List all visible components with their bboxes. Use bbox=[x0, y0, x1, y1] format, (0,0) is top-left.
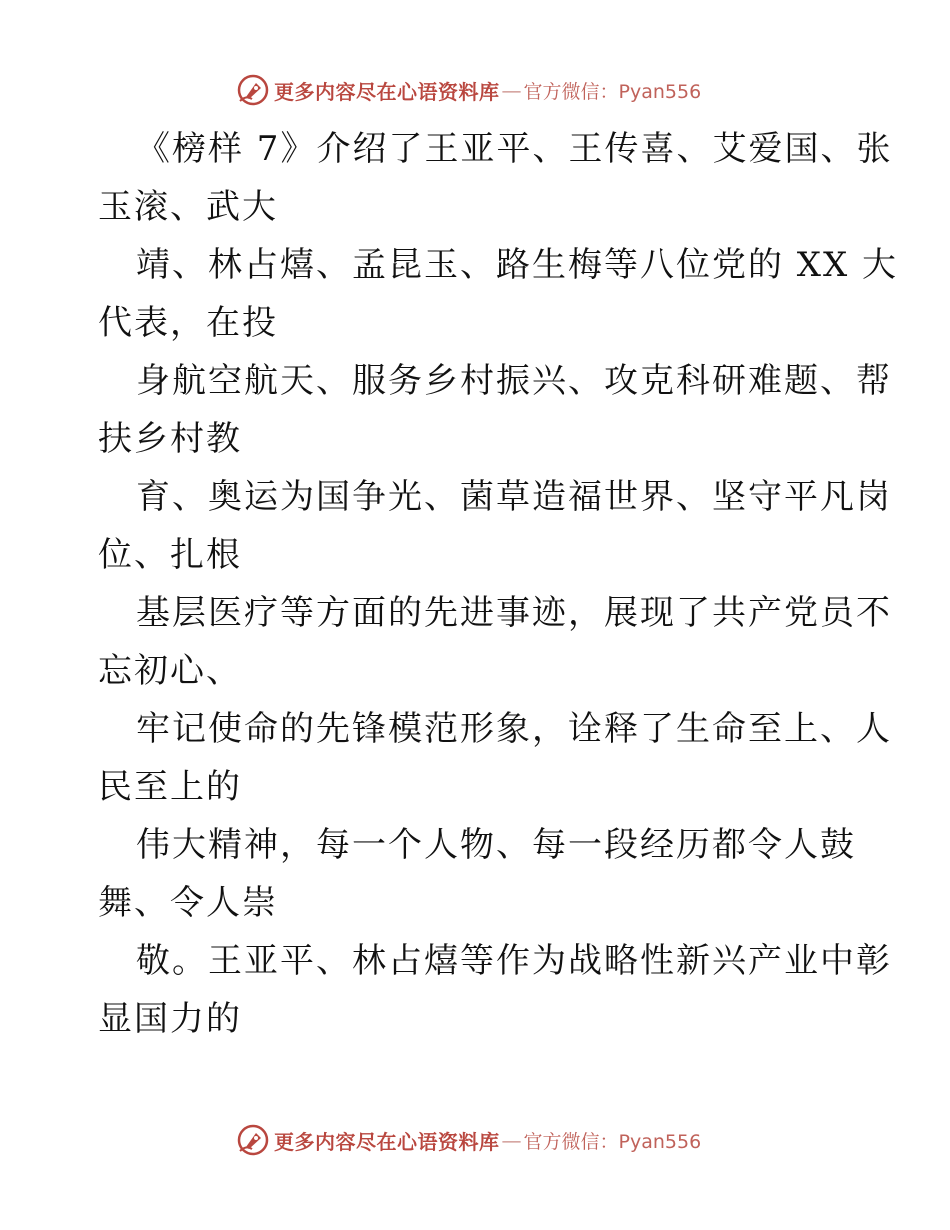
body-line: 民至上的 bbox=[98, 767, 242, 807]
body-line: 伟大精神，每一个人物、每一段经历都令人鼓 bbox=[136, 825, 856, 865]
body-line: 育、奥运为国争光、菌草造福世界、坚守平凡岗 bbox=[136, 477, 892, 517]
body-line: 靖、林占熺、孟昆玉、路生梅等八位党的 XX 大 bbox=[136, 245, 899, 285]
body-line: 身航空航天、服务乡村振兴、攻克科研难题、帮 bbox=[136, 361, 892, 401]
body-line: 基层医疗等方面的先进事迹，展现了共产党员不 bbox=[136, 593, 892, 633]
body-line: 牢记使命的先锋模范形象，诠释了生命至上、人 bbox=[136, 709, 892, 749]
header-banner bbox=[236, 72, 716, 108]
body-line: 位、扎根 bbox=[98, 535, 242, 575]
body-line: 《榜样 7》介绍了王亚平、王传喜、艾爱国、张 bbox=[136, 129, 893, 169]
body-line: 舞、令人崇 bbox=[98, 883, 278, 923]
body-line: 敬。王亚平、林占熺等作为战略性新兴产业中彰 bbox=[136, 941, 892, 981]
banner-dash: — bbox=[501, 1128, 522, 1152]
body-line: 显国力的 bbox=[98, 999, 242, 1039]
document-body bbox=[98, 120, 899, 1048]
banner-title: 更多内容尽在心语资料库 bbox=[274, 1129, 500, 1154]
pen-nib-logo-icon bbox=[236, 1123, 270, 1157]
body-line: 代表，在投 bbox=[98, 303, 278, 343]
footer-banner bbox=[236, 1122, 716, 1158]
body-line: 忘初心、 bbox=[98, 651, 242, 691]
pen-nib-logo-icon bbox=[236, 73, 270, 107]
body-line: 玉滚、武大 bbox=[98, 187, 278, 227]
body-line: 扶乡村教 bbox=[98, 419, 242, 459]
banner-wechat: 官方微信：Pyan556 bbox=[523, 80, 702, 103]
banner-title: 更多内容尽在心语资料库 bbox=[274, 79, 500, 104]
banner-wechat: 官方微信：Pyan556 bbox=[523, 1130, 702, 1153]
banner-dash: — bbox=[501, 78, 522, 102]
